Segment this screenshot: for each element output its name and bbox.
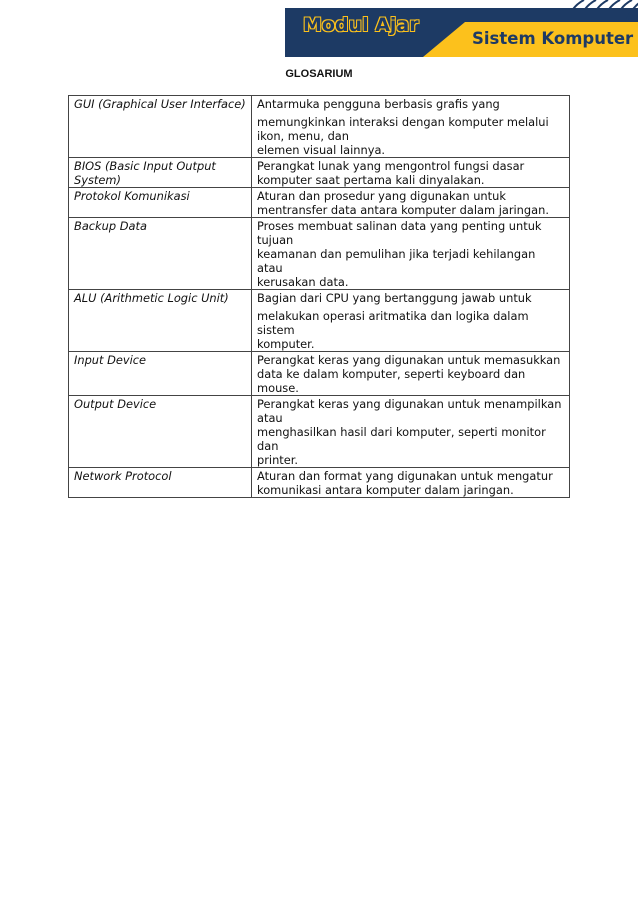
definition-line: Antarmuka pengguna berbasis grafis yang (257, 97, 500, 111)
definition-line: ikon, menu, dan (257, 129, 349, 143)
definition-line: tujuan (257, 233, 294, 247)
table-row (69, 290, 570, 352)
table-row (69, 188, 570, 218)
glossary-definition (252, 158, 570, 188)
glossary-definition (252, 218, 570, 290)
definition-line: menghasilkan hasil dari komputer, seperti monitor dan (257, 425, 546, 453)
definition-line: mentransfer data antara komputer dalam jaringan. (257, 203, 549, 217)
definition-line: Aturan dan format yang digunakan untuk mengatur (257, 469, 553, 483)
definition-line: printer. (257, 453, 299, 467)
glossary-table (68, 95, 570, 498)
definition-line: data ke dalam komputer, seperti keyboard dan mouse. (257, 367, 526, 395)
glossary-term: Protokol Komunikasi (69, 188, 252, 218)
definition-line: melakukan operasi aritmatika dan logika dalam sistem (257, 309, 529, 337)
glossary-term: Backup Data (69, 218, 252, 290)
definition-line: Perangkat keras yang digunakan untuk memasukkan (257, 353, 561, 367)
glossary-term: Output Device (69, 396, 252, 468)
table-row (69, 96, 570, 158)
glossary-definition (252, 96, 570, 158)
definition-line: Aturan dan prosedur yang digunakan untuk (257, 189, 506, 203)
definition-line: komunikasi antara komputer dalam jaringan. (257, 483, 514, 497)
definition-line: Perangkat keras yang digunakan untuk menampilkan (257, 397, 562, 411)
glossary-term: BIOS (Basic Input Output System) (69, 158, 252, 188)
definition-line: memungkinkan interaksi dengan komputer melalui (257, 115, 549, 129)
definition-line: Bagian dari CPU yang bertanggung jawab untuk (257, 291, 532, 305)
table-row (69, 396, 570, 468)
table-row (69, 218, 570, 290)
definition-line: Perangkat lunak yang mengontrol fungsi dasar (257, 159, 525, 173)
definition-line: atau (257, 411, 283, 425)
module-label: Modul Ajar (303, 14, 419, 36)
glossary-definition (252, 468, 570, 498)
glossary-definition (252, 352, 570, 396)
decorative-arcs-icon (562, 0, 638, 22)
glossary-term: Network Protocol (69, 468, 252, 498)
page-title: GLOSARIUM (285, 68, 353, 80)
glossary-definition (252, 396, 570, 468)
table-row (69, 468, 570, 498)
table-row (69, 352, 570, 396)
glossary-term: ALU (Arithmetic Logic Unit) (69, 290, 252, 352)
subject-label: Sistem Komputer (472, 29, 634, 48)
table-row (69, 158, 570, 188)
definition-line: komputer saat pertama kali dinyalakan. (257, 173, 485, 187)
definition-line: elemen visual lainnya. (257, 143, 386, 157)
glossary-term: GUI (Graphical User Interface) (69, 96, 252, 158)
glossary-definition (252, 188, 570, 218)
definition-line: keamanan dan pemulihan jika terjadi kehilangan atau (257, 247, 536, 275)
definition-line: Proses membuat salinan data yang penting untuk (257, 219, 542, 233)
definition-line: komputer. (257, 337, 315, 351)
definition-line: kerusakan data. (257, 275, 349, 289)
glossary-term: Input Device (69, 352, 252, 396)
glossary-definition (252, 290, 570, 352)
